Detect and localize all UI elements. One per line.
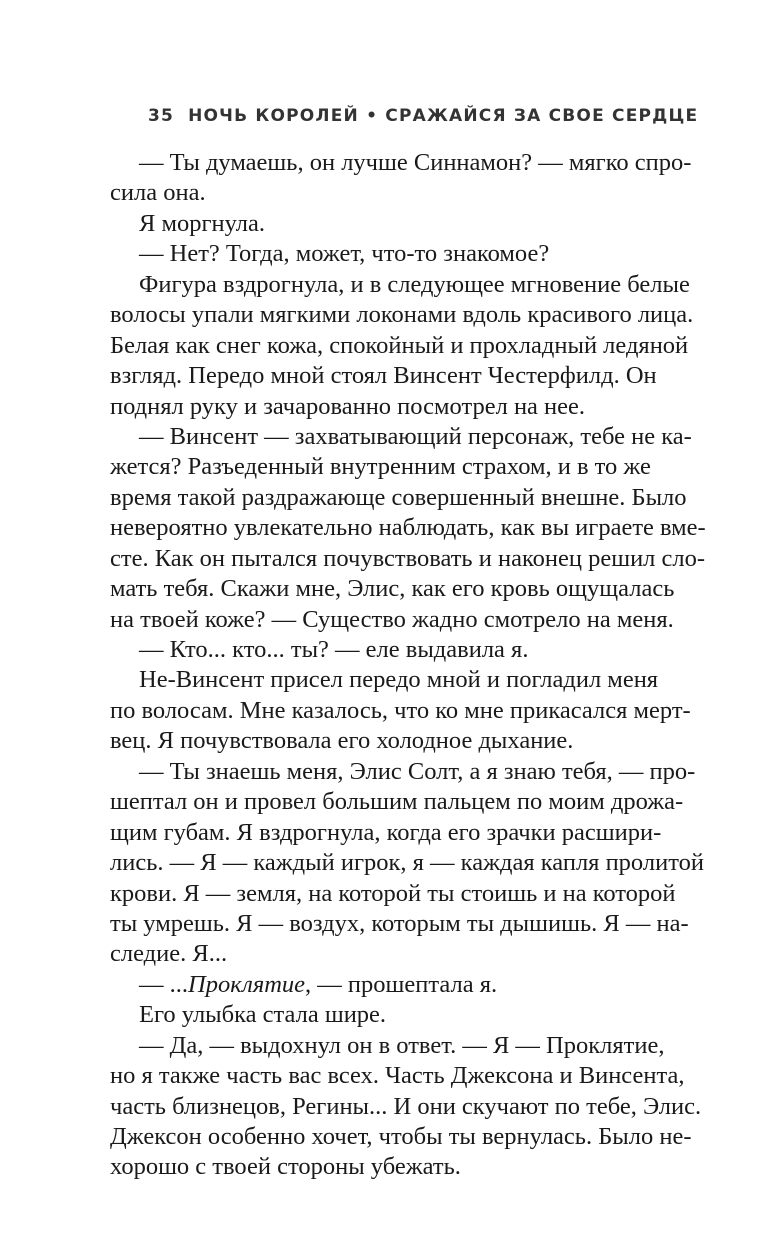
text-line: на твоей коже? — Существо жадно смотрело на меня. [110, 605, 674, 633]
text-line: лись. — Я — каждый игрок, я — каждая капля пролитой [110, 849, 704, 877]
text-line: — Нет? Тогда, может, что-то знакомое? [139, 240, 550, 268]
text-line: — Кто... кто... ты? — еле выдавила я. [139, 636, 529, 663]
text-line: но я также часть вас всех. Часть Джексона и Винсента, [110, 1062, 685, 1090]
text-line: время такой раздражающе совершенный внешне. Было [110, 483, 687, 511]
text-line: Фигура вздрогнула, и в следующее мгновение белые [139, 270, 690, 298]
dialogue-dash: — ... [139, 970, 188, 998]
text-line: — Ты знаешь меня, Элис Солт, а я знаю тебя, — про- [139, 757, 696, 785]
text-line: сте. Как он пытался почувствовать и наконец решил сло- [110, 544, 706, 572]
page-number: 35 [148, 106, 175, 126]
text-line: волосы упали мягкими локонами вдоль красивого лица. [110, 301, 694, 329]
italic-word: Проклятие [188, 970, 306, 998]
text-line: крови. Я — земля, на которой ты стоишь и на которой [110, 879, 676, 907]
text-line: невероятно увлекательно наблюдать, как вы играете вме- [110, 514, 706, 542]
text-line: — Да, — выдохнул он в ответ. — Я — Проклятие, [139, 1031, 665, 1059]
text-line: взгляд. Передо мной стоял Винсент Честерфилд. Он [110, 362, 657, 390]
text-line: — Ты думаешь, он лучше Синнамон? — мягко спро- [139, 149, 692, 176]
text-line: вец. Я почувствовала его холодное дыхание. [110, 727, 574, 755]
dialogue-tail: , — прошептала я. [305, 970, 498, 998]
text-line: щим губам. Я вздрогнула, когда его зрачки расшири- [110, 818, 662, 846]
text-line: Не-Винсент присел передо мной и погладил меня [139, 666, 659, 694]
text-line: жется? Разъеденный внутренним страхом, и в то же [110, 453, 651, 481]
text-line [110, 970, 646, 1000]
text-line: ты умрешь. Я — воздух, которым ты дышишь. Я — на- [110, 909, 689, 937]
text-line: Его улыбка стала шире. [139, 1001, 387, 1029]
text-line: часть близнецов, Регины... И они скучают по тебе, Элис. [110, 1092, 702, 1120]
text-line: шептал он и провел большим пальцем по моим дрожа- [110, 788, 684, 816]
text-line: мать тебя. Скажи мне, Элис, как его кровь ощущалась [110, 575, 675, 603]
text-line: Белая как снег кожа, спокойный и прохладный ледяной [110, 331, 689, 359]
body-text [110, 148, 706, 1183]
text-line: по волосам. Мне казалось, что ко мне прикасался мерт- [110, 696, 691, 724]
text-line: Джексон особенно хочет, чтобы ты вернулась. Было не- [110, 1123, 692, 1150]
text-line: Я моргнула. [139, 209, 266, 237]
running-head [148, 102, 699, 130]
running-head-title: НОЧЬ КОРОЛЕЙ • СРАЖАЙСЯ ЗА СВОЕ СЕРДЦЕ [188, 106, 699, 126]
text-line: сила она. [110, 179, 206, 207]
text-line: хорошо с твоей стороны убежать. [110, 1153, 461, 1181]
text-line: — Винсент — захватывающий персонаж, тебе не ка- [139, 422, 692, 450]
text-line: следие. Я... [110, 940, 228, 968]
text-line: поднял руку и зачарованно посмотрел на нее. [110, 392, 586, 420]
